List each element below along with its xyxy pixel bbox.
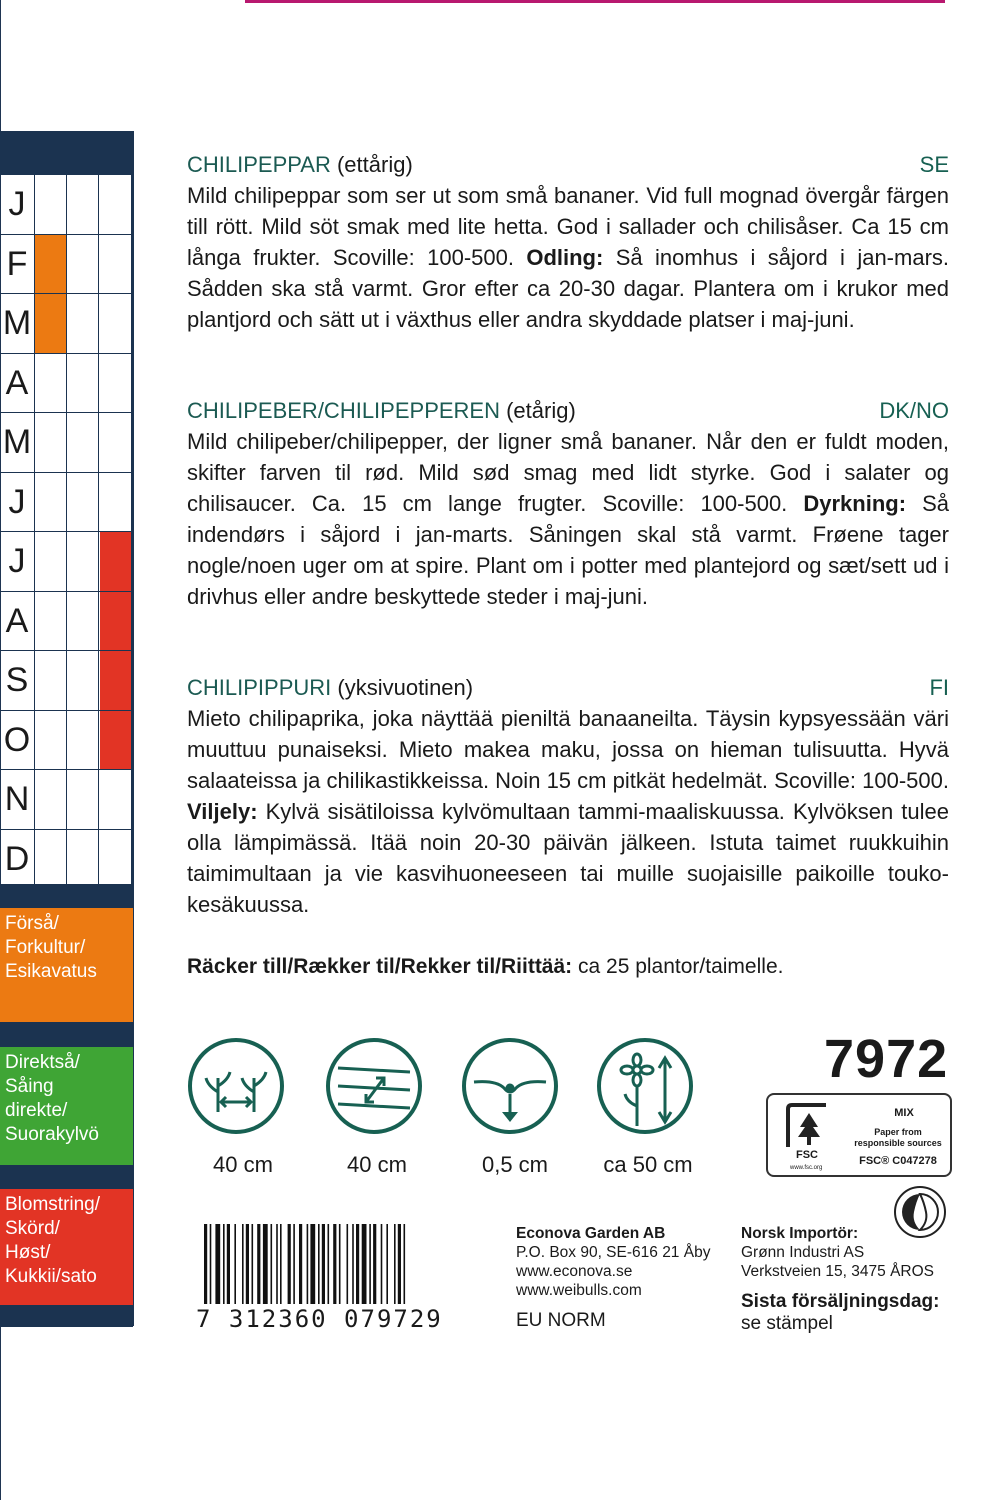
barcode-bar: [369, 1224, 371, 1304]
section-subtitle: (ettårig): [330, 152, 413, 177]
calendar-month-row: [0, 651, 133, 711]
calendar-cell: [100, 413, 132, 472]
text-bold: Odling:: [526, 245, 604, 270]
importer-title: Norsk Importör:: [741, 1225, 859, 1242]
calendar-month-row: [0, 235, 133, 295]
fsc-logo: [766, 1093, 952, 1177]
calendar-cell: [67, 830, 99, 889]
text-bold: Viljely:: [187, 799, 258, 824]
month-label: F: [0, 235, 35, 294]
importer-line: Grønn Industri AS: [741, 1244, 865, 1261]
section-danish-norwegian: [187, 396, 949, 612]
section-header: [187, 150, 949, 180]
legend-harvest: [0, 1189, 133, 1305]
plant-spacing-label: 40 cm: [213, 1152, 273, 1177]
calendar-cell: [67, 532, 99, 591]
calendar-month-row: [0, 354, 133, 414]
calendar-month-row: [0, 711, 133, 771]
section-swedish: [187, 150, 949, 335]
month-label: J: [0, 532, 35, 591]
barcode-bar: [328, 1224, 330, 1304]
legend-divider: [0, 1165, 133, 1189]
barcode: [196, 1224, 468, 1310]
barcode-bar: [307, 1224, 309, 1304]
calendar-cell: [35, 711, 67, 770]
language-code: FI: [929, 675, 949, 700]
calendar-month-row: [0, 770, 133, 830]
calendar-cell: [67, 354, 99, 413]
calendar-cell: [67, 294, 99, 353]
calendar-cell: [35, 175, 67, 234]
barcode-bar: [339, 1224, 341, 1304]
barcode-bar: [276, 1224, 278, 1304]
barcode-bar: [223, 1224, 225, 1304]
section-title: CHILIPEPPAR: [187, 152, 331, 177]
section-title: CHILIPIPPURI: [187, 675, 332, 700]
calendar-cell: [100, 532, 132, 591]
calendar-cell: [67, 770, 99, 829]
barcode-bar: [293, 1224, 295, 1304]
barcode-bar: [271, 1224, 273, 1304]
section-title: CHILIPEBER/CHILIPEPPEREN: [187, 398, 500, 423]
calendar-month-row: [0, 294, 133, 354]
calendar-cell: [67, 413, 99, 472]
legend-line: Skörd/: [5, 1218, 60, 1239]
calendar-cell: [35, 473, 67, 532]
calendar-cell: [100, 235, 132, 294]
barcode-number: 7 312360 079729: [196, 1305, 443, 1333]
fsc-tree-icon: [782, 1101, 836, 1151]
barcode-bar: [242, 1224, 244, 1304]
legend-line: direkte/: [5, 1100, 68, 1121]
barcode-bar: [386, 1224, 388, 1304]
text-part: Kylvä sisätiloissa kylvömultaan tammi-maaliskuussa. Kylvöksen tulee olla lämpimässä. Itää noin 20-30 päivän jälkeen. Istuta taimet ruukkuihin taimimultaan ja vie kasvihuoneeseen tai muille suojaisille paikoille touko-kesäkuussa.: [187, 799, 949, 917]
barcode-bar: [252, 1224, 254, 1304]
month-label: S: [0, 651, 35, 710]
section-header: [187, 673, 949, 703]
calendar-cell: [100, 354, 132, 413]
article-number: 7972: [824, 1029, 949, 1089]
calendar-cell: [67, 473, 99, 532]
month-label: D: [0, 830, 35, 889]
calendar-month-row: [0, 175, 133, 235]
text-part: Så indendørs i såjord i jan-marts. Såningen skal stå varmt. Frøene tager nogle/noen uger om at spire. Plant om i potter med plantejord og sæt/sett ud i drivhus eller andre beskyttede steder i maj-juni.: [187, 491, 949, 609]
language-code: SE: [919, 152, 949, 177]
text-bold: Dyrkning:: [803, 491, 907, 516]
calendar-cell: [35, 354, 67, 413]
month-label: A: [0, 354, 35, 413]
yield-value: ca 25 plantor/taimelle.: [572, 955, 784, 978]
calendar-month-row: [0, 830, 133, 890]
barcode-bar: [318, 1224, 320, 1304]
legend-sow-indoor: [0, 908, 133, 1022]
calendar-cell: [100, 175, 132, 234]
calendar-cell: [35, 592, 67, 651]
plant-spacing-icon: [188, 1038, 284, 1134]
fsc-paper-text: Paper from responsible sources: [854, 1127, 942, 1148]
calendar-month-row: [0, 473, 133, 533]
barcode-bar: [347, 1224, 349, 1304]
company-line: www.weibulls.com: [516, 1282, 642, 1299]
row-spacing-label: 40 cm: [347, 1152, 407, 1177]
barcode-bar: [404, 1224, 406, 1304]
barcode-bar: [362, 1224, 367, 1304]
text-part: Så inomhus i såjord i jan-mars. Sådden ska stå varmt. Gror efter ca 20-30 dagar. Plantera om i krukor med plantjord och sätt ut i växthus eller andra skyddade platser i maj-juni.: [187, 245, 950, 332]
yield-label: Räcker till/Rækker til/Rekker til/Riittää:: [187, 955, 573, 978]
barcode-bar: [356, 1224, 359, 1304]
legend-line: Forkultur/: [5, 937, 86, 958]
calendar-cell: [100, 294, 132, 353]
barcode-bar: [246, 1224, 249, 1304]
legend-line: Suorakylvö: [5, 1124, 99, 1145]
legend-direct-sow: [0, 1047, 133, 1165]
legend-divider: [0, 1022, 133, 1047]
barcode-bar: [227, 1224, 230, 1304]
barcode-bar: [310, 1224, 315, 1304]
barcode-bar: [210, 1224, 212, 1304]
calendar-cell: [100, 651, 132, 710]
yield-line: [187, 952, 783, 982]
calendar-month-row: [0, 532, 133, 592]
barcode-bar: [381, 1224, 383, 1304]
barcode-bar: [373, 1224, 376, 1304]
top-accent-line: [245, 0, 945, 3]
importer-line: Verkstveien 15, 3475 ÅROS: [741, 1263, 935, 1280]
barcode-bar: [234, 1224, 236, 1304]
sale-date-text: se stämpel: [741, 1313, 833, 1334]
legend-line: Høst/: [5, 1242, 51, 1263]
calendar-cell: [35, 294, 67, 353]
section-text: [187, 180, 949, 335]
barcode-bar: [322, 1224, 325, 1304]
fsc-mix: MIX: [894, 1107, 914, 1119]
calendar-cell: [100, 473, 132, 532]
sale-date: [741, 1291, 939, 1335]
barcode-bar: [398, 1224, 401, 1304]
section-subtitle: (yksivuotinen): [331, 675, 474, 700]
barcode-bar: [333, 1224, 336, 1304]
calendar-cell: [35, 770, 67, 829]
calendar-cell: [100, 711, 132, 770]
text-part: Mild chilipeber/chilipepper, der ligner små bananer. Når den er fuldt moden, skifter farven til rød. Mild sød smag med lidt styrke. God i salater og chilisaucer. Ca. 15 cm lange frugter. Scoville: 100-500.: [187, 429, 949, 516]
section-text: [187, 426, 949, 612]
calendar-cell: [100, 592, 132, 651]
plant-height-label: ca 50 cm: [603, 1152, 693, 1177]
calendar-month-row: [0, 592, 133, 652]
legend-divider: [0, 884, 133, 908]
barcode-bar: [288, 1224, 291, 1304]
calendar-cell: [35, 413, 67, 472]
barcode-bar: [257, 1224, 260, 1304]
barcode-bar: [204, 1224, 207, 1304]
month-label: N: [0, 770, 35, 829]
row-spacing-icon: [326, 1038, 422, 1134]
month-label: M: [0, 294, 35, 353]
calendar-cell: [35, 651, 67, 710]
legend-line: Esikavatus: [5, 961, 97, 982]
calendar-cell: [35, 235, 67, 294]
fsc-site: www.fsc.org: [790, 1165, 823, 1171]
text-part: Mieto chilipaprika, joka näyttää pieniltä banaaneilta. Täysin kypsyessään väri muuttuu punaiseksi. Mieto makea maku, jossa on hieman tulisuutta. Hyvä salaateissa ja chilikastikkeissa. Noin 15 cm pitkät hedelmät. Scoville: 100-500.: [187, 706, 949, 793]
legend-line: Direktså/: [5, 1052, 80, 1073]
barcode-bar: [394, 1224, 396, 1304]
section-finnish: [187, 673, 949, 920]
barcode-bar: [280, 1224, 282, 1304]
sowing-depth-label: 0,5 cm: [481, 1152, 549, 1177]
legend-line: Förså/: [5, 913, 59, 934]
company-name: Econova Garden AB: [516, 1225, 666, 1242]
calendar-cell: [67, 235, 99, 294]
calendar-month-row: [0, 413, 133, 473]
company-line: P.O. Box 90, SE-616 21 Åby: [516, 1244, 711, 1261]
calendar-cell: [67, 175, 99, 234]
eu-norm: EU NORM: [516, 1310, 606, 1331]
month-label: M: [0, 413, 35, 472]
company-line: www.econova.se: [516, 1263, 633, 1280]
calendar-cell: [35, 532, 67, 591]
section-text: [187, 703, 949, 920]
sowing-calendar: [0, 175, 133, 889]
plant-height-icon: [597, 1038, 693, 1134]
fsc-code: FSC® C047278: [859, 1155, 937, 1167]
month-label: J: [0, 473, 35, 532]
legend-line: Såing: [5, 1076, 54, 1097]
calendar-cell: [67, 651, 99, 710]
barcode-bar: [263, 1224, 268, 1304]
section-subtitle: (etårig): [499, 398, 576, 423]
month-label: A: [0, 592, 35, 651]
month-label: J: [0, 175, 35, 234]
legend-line: Blomstring/: [5, 1194, 101, 1215]
legend-line: Kukkii/sato: [5, 1266, 97, 1287]
sale-date-title: Sista försäljningsdag:: [741, 1291, 940, 1312]
calendar-cell: [67, 592, 99, 651]
barcode-bar: [352, 1224, 354, 1304]
sowing-depth-icon: [462, 1038, 558, 1134]
fsc-brand: FSC: [796, 1149, 818, 1161]
calendar-cell: [100, 770, 132, 829]
section-header: [187, 396, 949, 426]
month-label: O: [0, 711, 35, 770]
language-code: DK/NO: [879, 398, 949, 423]
importer-address: [741, 1224, 934, 1281]
calendar-cell: [67, 711, 99, 770]
calendar-cell: [35, 830, 67, 889]
calendar-cell: [100, 830, 132, 889]
company-address: [516, 1224, 710, 1300]
barcode-bar: [215, 1224, 220, 1304]
calendar-header-band: [0, 131, 133, 175]
text-part: Mild chilipeppar som ser ut som små bananer. Vid full mognad övergår färgen till rött. Mild söt smak med lite hetta. God i sallader och chilisåser. Ca 15 cm långa frukter. Scoville: 100-500.: [187, 183, 949, 270]
barcode-bar: [299, 1224, 302, 1304]
legend-divider: [0, 1305, 133, 1327]
